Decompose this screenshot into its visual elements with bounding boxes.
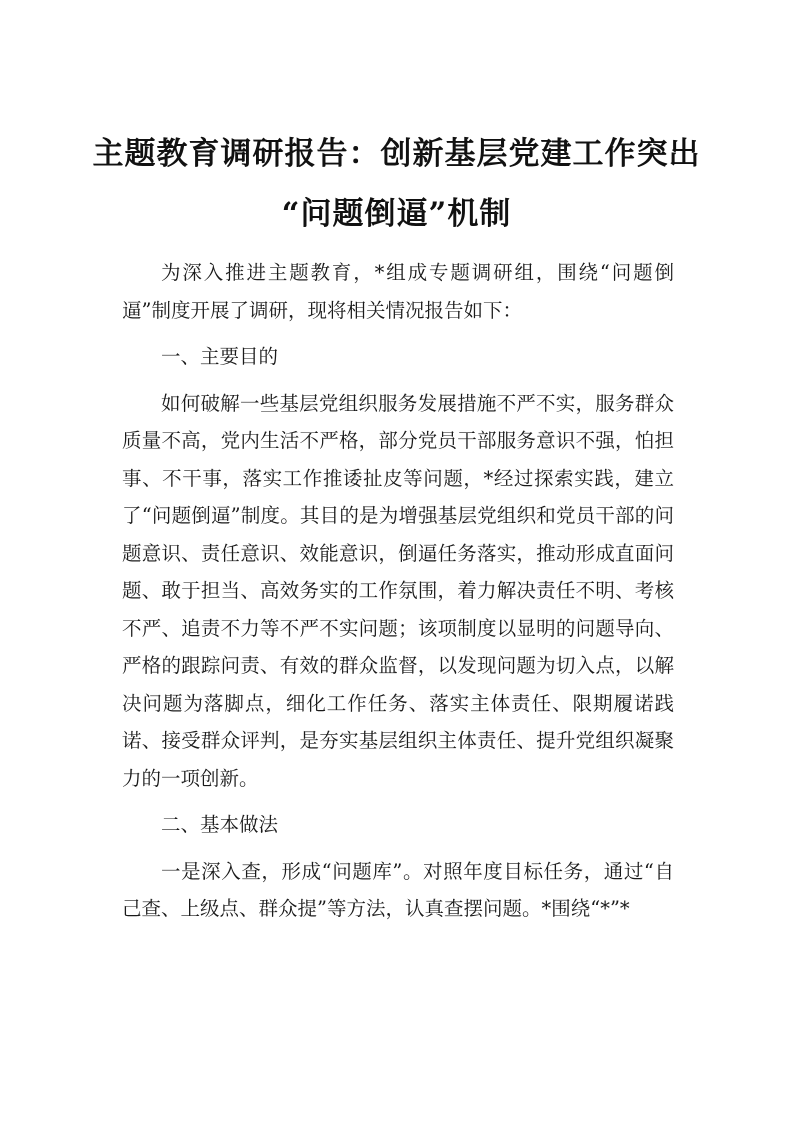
intro-paragraph: 为深入推进主题教育，*组成专题调研组，围绕“问题倒逼”制度开展了调研，现将相关情况报告如下： — [122, 261, 674, 322]
methods-paragraph: 一是深入查，形成“问题库”。对照年度目标任务，通过“自己查、上级点、群众提”等方法，认真查摆问题。*围绕“*”* — [122, 859, 674, 920]
document-body — [122, 254, 674, 937]
purpose-paragraph: 如何破解一些基层党组织服务发展措施不严不实，服务群众质量不高，党内生活不严格，部分党员干部服务意识不强，怕担事、不干事，落实工作推诿扯皮等问题，*经过探索实践，建立了“问题倒逼”制度。其目的是为增强基层党组织和党员干部的问题意识、责任意识、效能意识，倒逼任务落实，推动形成直面问题、敢于担当、高效务实的工作氛围，着力解决责任不明、考核不严、追责不力等不严不实问题；该项制度以显明的问题导向、严格的跟踪问责、有效的群众监督，以发现问题为切入点，以解决问题为落脚点，细化工作任务、落实主体责任、限期履诺践诺、接受群众评判，是夯实基层组织主体责任、提升党组织凝聚力的一项创新。 — [122, 391, 674, 790]
title-line-2: “问题倒逼”机制 — [281, 196, 512, 232]
title-line-1: 主题教育调研报告：创新基层党建工作突出 — [92, 136, 701, 172]
section-heading-purpose: 一、主要目的 — [161, 345, 279, 368]
section-heading-methods: 二、基本做法 — [161, 813, 279, 836]
